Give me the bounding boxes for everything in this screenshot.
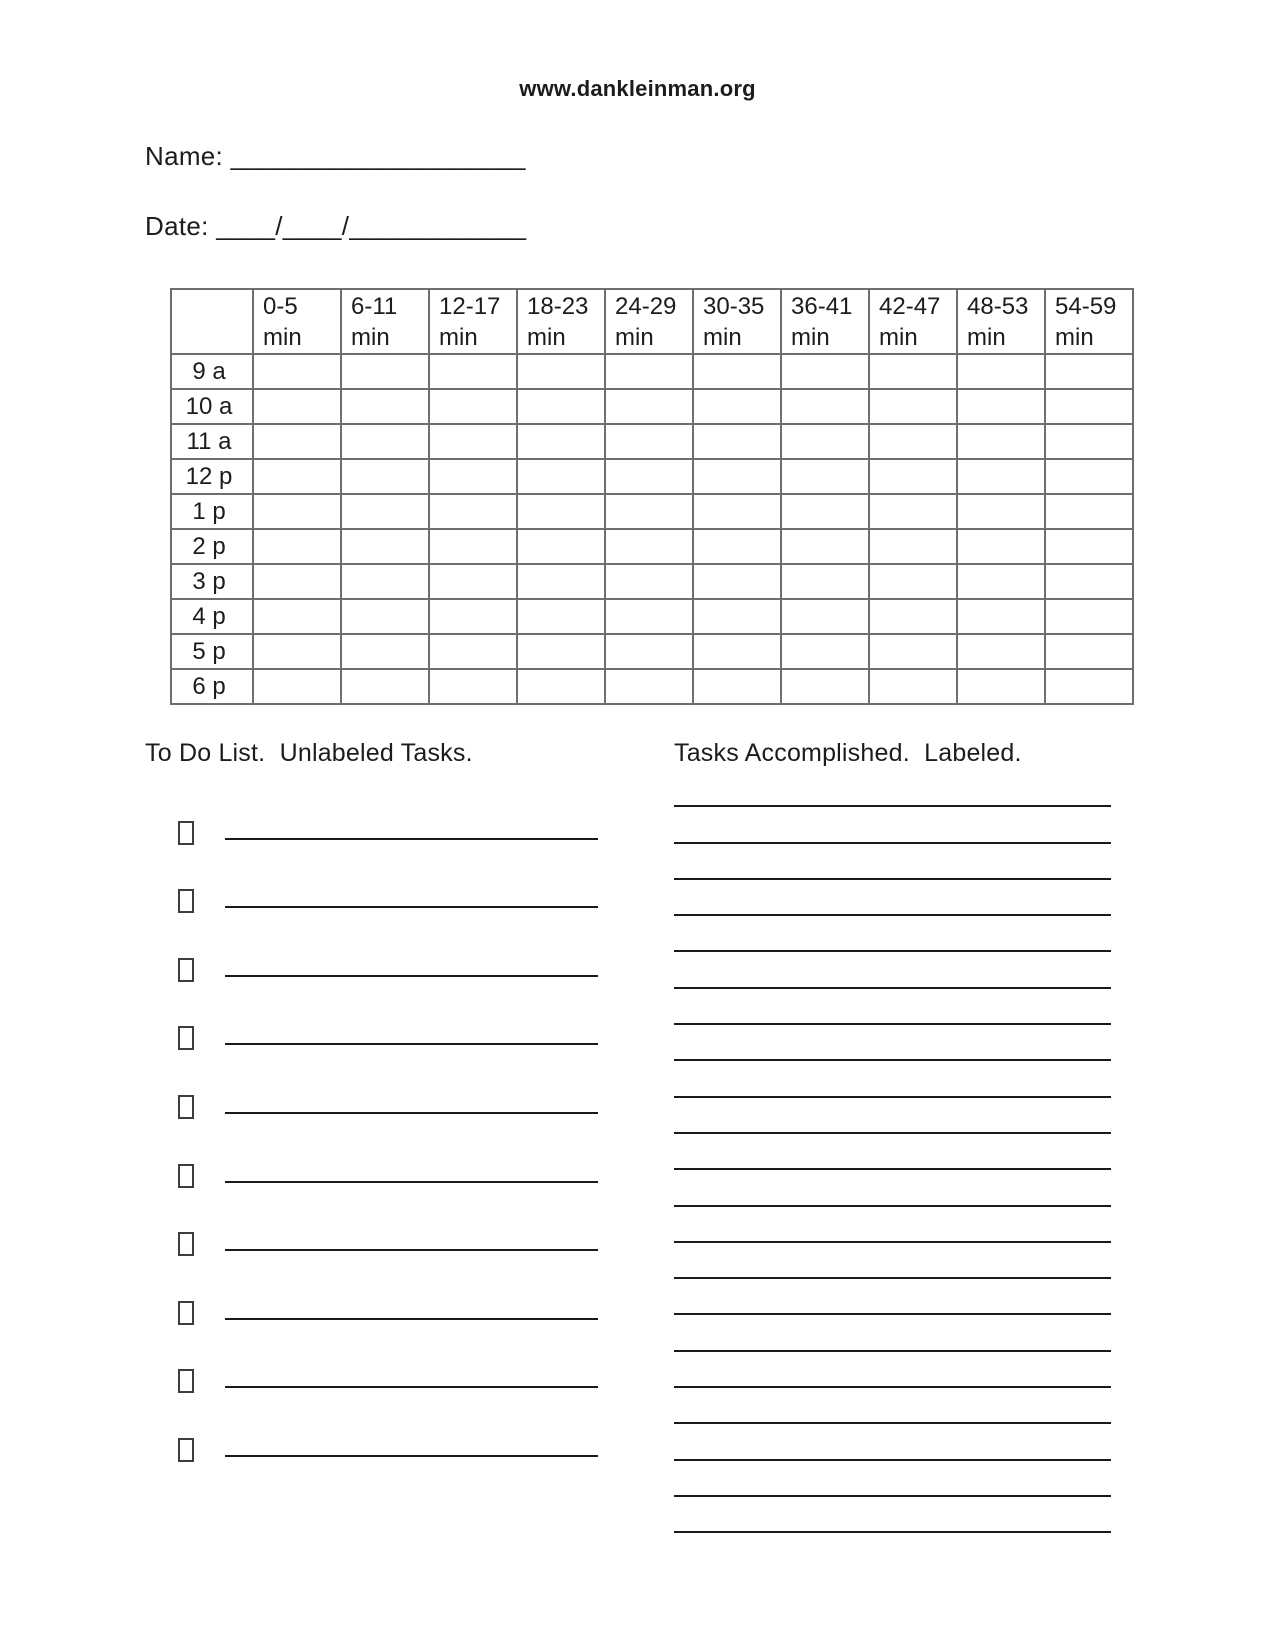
minute-unit: min xyxy=(527,324,566,351)
schedule-cell xyxy=(429,494,517,529)
name-blank: ____________________ xyxy=(230,141,526,171)
column-header xyxy=(869,289,957,354)
accomplished-blank-line xyxy=(674,1098,1111,1134)
schedule-cell xyxy=(517,669,605,704)
schedule-cell xyxy=(341,634,429,669)
accomplished-blank-line xyxy=(674,807,1111,843)
minute-range: 0-5 xyxy=(263,293,298,320)
todo-item xyxy=(145,977,600,1046)
schedule-cell xyxy=(341,599,429,634)
schedule-cell xyxy=(253,459,341,494)
accomplished-blank-line xyxy=(674,1424,1111,1460)
schedule-cell xyxy=(1045,389,1133,424)
schedule-cell xyxy=(253,529,341,564)
todo-item xyxy=(145,840,600,909)
date-field xyxy=(145,211,526,242)
schedule-cell xyxy=(957,354,1045,389)
minute-range: 54-59 xyxy=(1055,293,1117,320)
schedule-cell xyxy=(1045,634,1133,669)
schedule-cell xyxy=(957,634,1045,669)
accomplished-blank-line xyxy=(674,1207,1111,1243)
schedule-cell xyxy=(429,389,517,424)
schedule-cell xyxy=(957,599,1045,634)
schedule-cell xyxy=(957,669,1045,704)
table-row xyxy=(171,459,1133,494)
schedule-cell xyxy=(605,634,693,669)
table-row xyxy=(171,529,1133,564)
schedule-cell xyxy=(341,669,429,704)
table-row xyxy=(171,389,1133,424)
schedule-cell xyxy=(957,424,1045,459)
schedule-cell xyxy=(517,354,605,389)
schedule-cell xyxy=(253,599,341,634)
schedule-cell xyxy=(781,494,869,529)
schedule-cell xyxy=(869,354,957,389)
schedule-cell xyxy=(253,424,341,459)
minute-unit: min xyxy=(439,324,478,351)
schedule-cell xyxy=(957,564,1045,599)
name-field xyxy=(145,141,526,172)
table-row xyxy=(171,564,1133,599)
todo-item xyxy=(145,1045,600,1114)
todo-list xyxy=(145,771,600,1457)
schedule-cell xyxy=(693,494,781,529)
schedule-cell xyxy=(605,459,693,494)
table-row xyxy=(171,634,1133,669)
schedule-cell xyxy=(1045,459,1133,494)
name-blank-line xyxy=(223,141,231,171)
todo-heading: To Do List. Unlabeled Tasks. xyxy=(145,739,473,767)
schedule-cell xyxy=(693,424,781,459)
schedule-cell xyxy=(341,529,429,564)
accomplished-blank-line xyxy=(674,1134,1111,1170)
schedule-cell xyxy=(869,389,957,424)
schedule-cell xyxy=(693,634,781,669)
schedule-cell xyxy=(1045,494,1133,529)
minute-unit: min xyxy=(703,324,742,351)
schedule-cell xyxy=(429,424,517,459)
schedule-cell xyxy=(605,494,693,529)
accomplished-blank-line xyxy=(674,952,1111,988)
hour-label: 10 a xyxy=(171,389,253,424)
name-label: Name: xyxy=(145,141,224,171)
accomplished-blank-line xyxy=(674,1497,1111,1533)
column-header xyxy=(957,289,1045,354)
schedule-cell xyxy=(253,564,341,599)
minute-unit: min xyxy=(615,324,654,351)
schedule-cell xyxy=(253,494,341,529)
table-row xyxy=(171,494,1133,529)
schedule-cell xyxy=(781,634,869,669)
accomplished-blank-line xyxy=(674,1025,1111,1061)
minute-range: 18-23 xyxy=(527,293,589,320)
minute-unit: min xyxy=(791,324,830,351)
minute-range: 12-17 xyxy=(439,293,501,320)
column-header xyxy=(693,289,781,354)
accomplished-heading: Tasks Accomplished. Labeled. xyxy=(674,739,1022,767)
schedule-cell xyxy=(957,494,1045,529)
schedule-cell xyxy=(869,529,957,564)
accomplished-blank-line xyxy=(674,1315,1111,1351)
accomplished-blank-line xyxy=(674,1170,1111,1206)
column-header xyxy=(781,289,869,354)
schedule-table xyxy=(170,288,1134,705)
schedule-cell xyxy=(957,459,1045,494)
schedule-cell xyxy=(781,354,869,389)
schedule-cell xyxy=(869,424,957,459)
schedule-cell xyxy=(341,354,429,389)
todo-item xyxy=(145,1183,600,1252)
schedule-cell xyxy=(693,354,781,389)
minute-range: 30-35 xyxy=(703,293,765,320)
minute-unit: min xyxy=(967,324,1006,351)
date-label: Date: xyxy=(145,211,209,241)
schedule-cell xyxy=(1045,669,1133,704)
todo-item xyxy=(145,908,600,977)
todo-item xyxy=(145,1251,600,1320)
schedule-cell xyxy=(429,459,517,494)
minute-range: 6-11 xyxy=(351,293,398,320)
column-header xyxy=(429,289,517,354)
accomplished-blank-line xyxy=(674,1061,1111,1097)
minute-range: 36-41 xyxy=(791,293,853,320)
schedule-cell xyxy=(693,529,781,564)
schedule-cell xyxy=(429,564,517,599)
schedule-cell xyxy=(605,599,693,634)
schedule-cell xyxy=(253,634,341,669)
column-header xyxy=(341,289,429,354)
schedule-cell xyxy=(781,459,869,494)
schedule-cell xyxy=(429,599,517,634)
schedule-cell xyxy=(781,669,869,704)
minute-unit: min xyxy=(263,324,302,351)
table-row xyxy=(171,354,1133,389)
schedule-cell xyxy=(693,389,781,424)
schedule-cell xyxy=(869,599,957,634)
schedule-cell xyxy=(693,564,781,599)
schedule-cell xyxy=(869,634,957,669)
column-header xyxy=(253,289,341,354)
accomplished-blank-line xyxy=(674,771,1111,807)
schedule-cell xyxy=(693,599,781,634)
schedule-cell xyxy=(517,634,605,669)
hour-label: 6 p xyxy=(171,669,253,704)
checkbox-icon xyxy=(178,1438,194,1462)
schedule-cell xyxy=(517,564,605,599)
accomplished-blank-line xyxy=(674,916,1111,952)
schedule-cell xyxy=(605,564,693,599)
schedule-cell xyxy=(429,354,517,389)
schedule-cell xyxy=(781,564,869,599)
accomplished-blank-line xyxy=(674,1243,1111,1279)
todo-item xyxy=(145,771,600,840)
schedule-cell xyxy=(1045,564,1133,599)
schedule-cell xyxy=(781,599,869,634)
todo-item xyxy=(145,1320,600,1389)
table-header-row xyxy=(171,289,1133,354)
minute-range: 24-29 xyxy=(615,293,677,320)
minute-unit: min xyxy=(351,324,390,351)
accomplished-lines xyxy=(674,771,1111,1533)
hour-label: 4 p xyxy=(171,599,253,634)
schedule-cell xyxy=(781,424,869,459)
schedule-cell xyxy=(1045,529,1133,564)
schedule-cell xyxy=(1045,599,1133,634)
schedule-cell xyxy=(781,529,869,564)
schedule-cell xyxy=(429,634,517,669)
date-blank: ____/____/____________ xyxy=(216,211,527,241)
column-header xyxy=(1045,289,1133,354)
accomplished-blank-line xyxy=(674,1461,1111,1497)
minute-unit: min xyxy=(1055,324,1094,351)
schedule-cell xyxy=(693,459,781,494)
hour-label: 1 p xyxy=(171,494,253,529)
todo-item xyxy=(145,1388,600,1457)
hour-label: 2 p xyxy=(171,529,253,564)
accomplished-blank-line xyxy=(674,989,1111,1025)
schedule-cell xyxy=(1045,354,1133,389)
schedule-cell xyxy=(869,494,957,529)
todo-blank-line xyxy=(225,1455,598,1457)
schedule-cell xyxy=(517,424,605,459)
schedule-cell xyxy=(341,424,429,459)
schedule-cell xyxy=(517,599,605,634)
table-row xyxy=(171,424,1133,459)
schedule-cell xyxy=(517,459,605,494)
minute-unit: min xyxy=(879,324,918,351)
schedule-cell xyxy=(605,669,693,704)
schedule-cell xyxy=(429,669,517,704)
schedule-cell xyxy=(517,529,605,564)
schedule-cell xyxy=(957,529,1045,564)
schedule-cell xyxy=(341,494,429,529)
table-row xyxy=(171,599,1133,634)
schedule-cell xyxy=(605,529,693,564)
schedule-cell xyxy=(869,564,957,599)
schedule-cell xyxy=(341,389,429,424)
schedule-cell xyxy=(253,389,341,424)
hour-label: 9 a xyxy=(171,354,253,389)
schedule-cell xyxy=(869,459,957,494)
schedule-cell xyxy=(517,389,605,424)
table-row xyxy=(171,669,1133,704)
site-url: www.dankleinman.org xyxy=(519,76,756,101)
schedule-cell xyxy=(341,459,429,494)
column-header xyxy=(605,289,693,354)
hour-label: 5 p xyxy=(171,634,253,669)
accomplished-blank-line xyxy=(674,1352,1111,1388)
schedule-cell xyxy=(253,669,341,704)
schedule-cell xyxy=(693,669,781,704)
schedule-cell xyxy=(605,389,693,424)
minute-range: 48-53 xyxy=(967,293,1029,320)
schedule-cell xyxy=(341,564,429,599)
column-header xyxy=(517,289,605,354)
schedule-cell xyxy=(429,529,517,564)
schedule-cell xyxy=(869,669,957,704)
accomplished-blank-line xyxy=(674,880,1111,916)
schedule-cell xyxy=(605,424,693,459)
hour-label: 3 p xyxy=(171,564,253,599)
schedule-cell xyxy=(781,389,869,424)
hour-label: 12 p xyxy=(171,459,253,494)
schedule-cell xyxy=(1045,424,1133,459)
todo-item xyxy=(145,1114,600,1183)
accomplished-blank-line xyxy=(674,1388,1111,1424)
corner-cell xyxy=(171,289,253,354)
accomplished-blank-line xyxy=(674,1279,1111,1315)
schedule-cell xyxy=(517,494,605,529)
schedule-cell xyxy=(253,354,341,389)
hour-label: 11 a xyxy=(171,424,253,459)
accomplished-blank-line xyxy=(674,844,1111,880)
schedule-cell xyxy=(605,354,693,389)
minute-range: 42-47 xyxy=(879,293,941,320)
schedule-cell xyxy=(957,389,1045,424)
